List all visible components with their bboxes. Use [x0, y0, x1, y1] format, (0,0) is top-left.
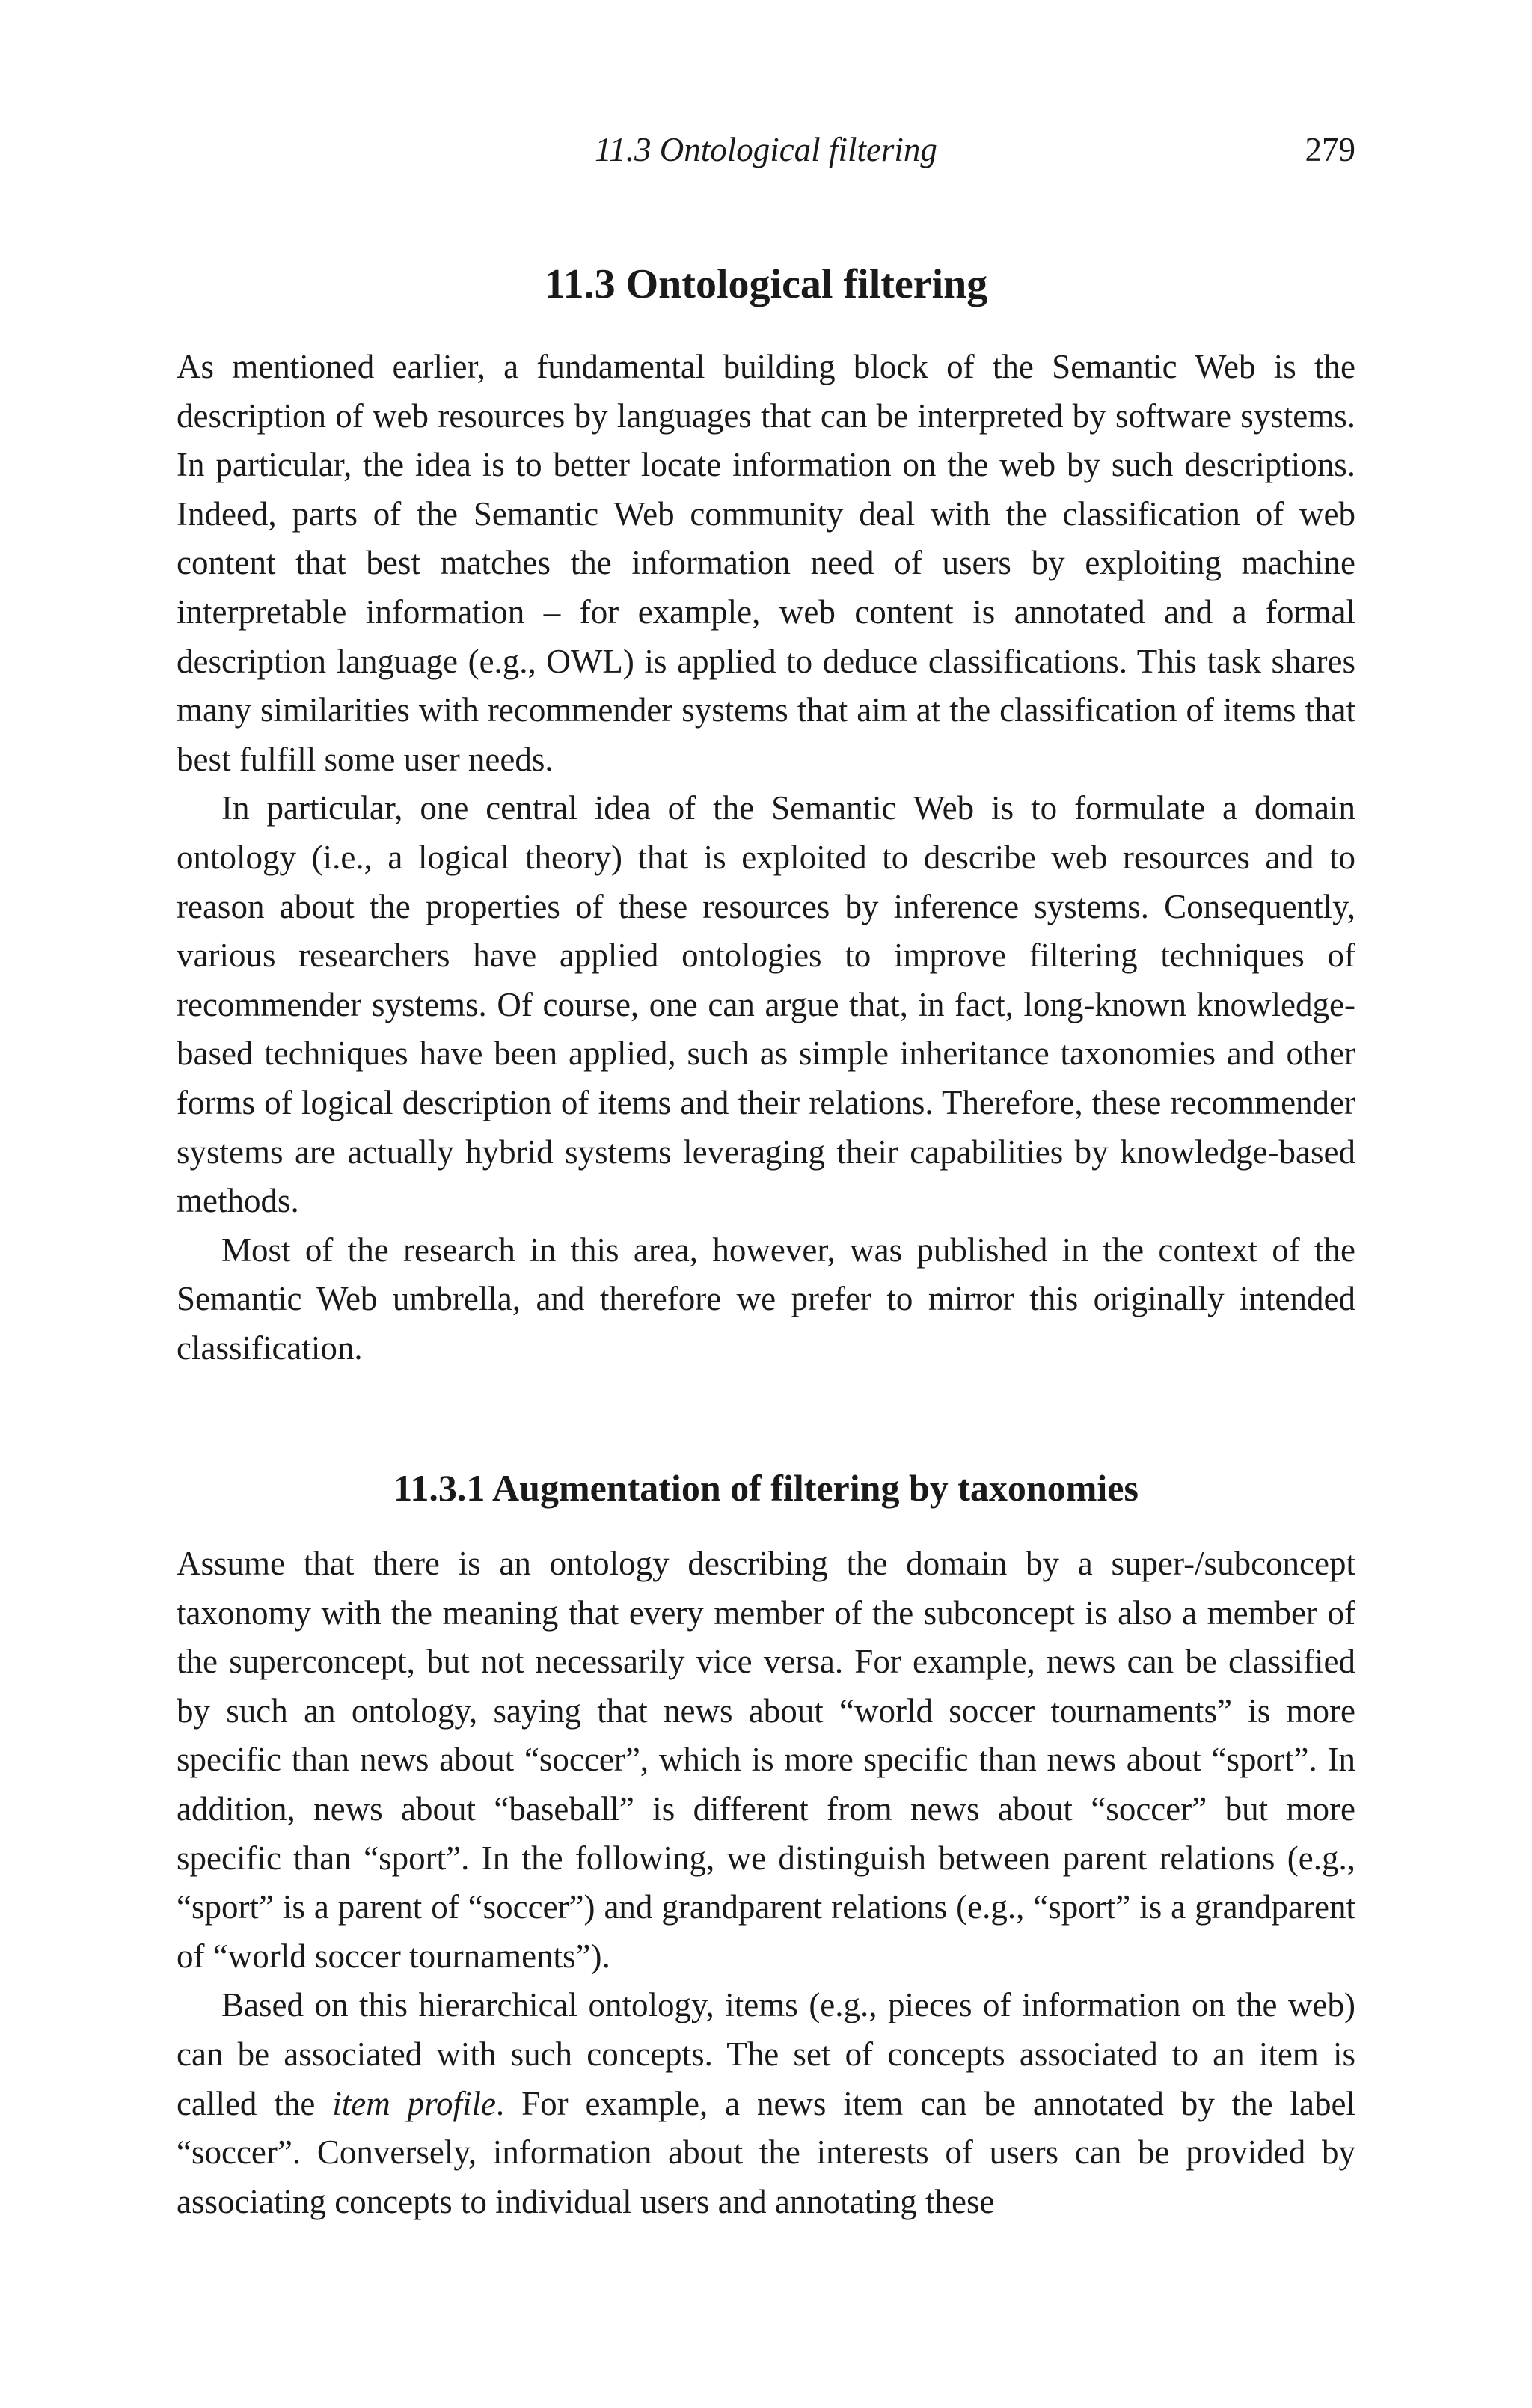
paragraph-text: Based on this hierarchical ontology, items (e.g., pieces of information on the web) can be associated with such concepts. The set of concepts associated to an item is called the — [177, 1986, 1355, 2122]
running-head-title: 11.3 Ontological filtering — [595, 131, 937, 168]
paragraph: Most of the research in this area, however, was published in the context of the Semantic Web umbrella, and therefore we prefer to mirror this originally intended classification. — [177, 1231, 1355, 1367]
emphasized-term: item profile — [332, 2084, 496, 2122]
paragraph: As mentioned earlier, a fundamental building block of the Semantic Web is the description of web resources by languages that can be interpreted by software systems. In particular, the idea is to better locate information on the web by such descriptions. Indeed, parts of the Semantic Web community deal with the classification of web content that best matches the information need of users by exploiting machine interpretable information – for example, web content is annotated and a formal description language (e.g., OWL) is applied to deduce classifications. This task shares many similarities with recommender systems that aim at the classification of items that best fulfill some user needs. — [177, 348, 1355, 778]
subsection-body — [177, 1540, 1355, 2226]
section-heading: 11.3 Ontological filtering — [544, 261, 988, 307]
page-number: 279 — [1305, 131, 1355, 168]
paragraph: In particular, one central idea of the Semantic Web is to formulate a domain ontology (i.e., a logical theory) that is exploited to describe web resources and to reason about the properties of these resources by inference systems. Consequently, various researchers have applied ontologies to improve filtering techniques of recommender systems. Of course, one can argue that, in fact, long-known knowledge-based techniques have been applied, such as simple inheritance taxonomies and other forms of logical description of items and their relations. Therefore, these recommender systems are actually hybrid systems leveraging their capabilities by knowledge-based methods. — [177, 789, 1355, 1220]
running-head — [177, 129, 1355, 171]
paragraph — [177, 1981, 1355, 2226]
section-body — [177, 343, 1355, 1373]
paragraph: Assume that there is an ontology describing the domain by a super-/subconcept taxonomy with the meaning that every member of the subconcept is also a member of the superconcept, but not necessarily vice versa. For example, news can be classified by such an ontology, saying that news about “world soccer tournaments” is more specific than news about “soccer”, which is more specific than news about “sport”. In addition, news about “baseball” is different from news about “soccer” but more specific than “sport”. In the following, we distinguish between parent relations (e.g., “sport” is a parent of “soccer”) and grandparent relations (e.g., “sport” is a grandparent of “world soccer tournaments”). — [177, 1545, 1355, 1975]
paragraph-text: . For example, a news item can be annotated by the label “soccer”. Conversely, information about the interests of users can be provided by associating concepts to individual users and annotating these — [177, 2084, 1355, 2220]
subsection-heading: 11.3.1 Augmentation of filtering by taxonomies — [393, 1467, 1139, 1509]
